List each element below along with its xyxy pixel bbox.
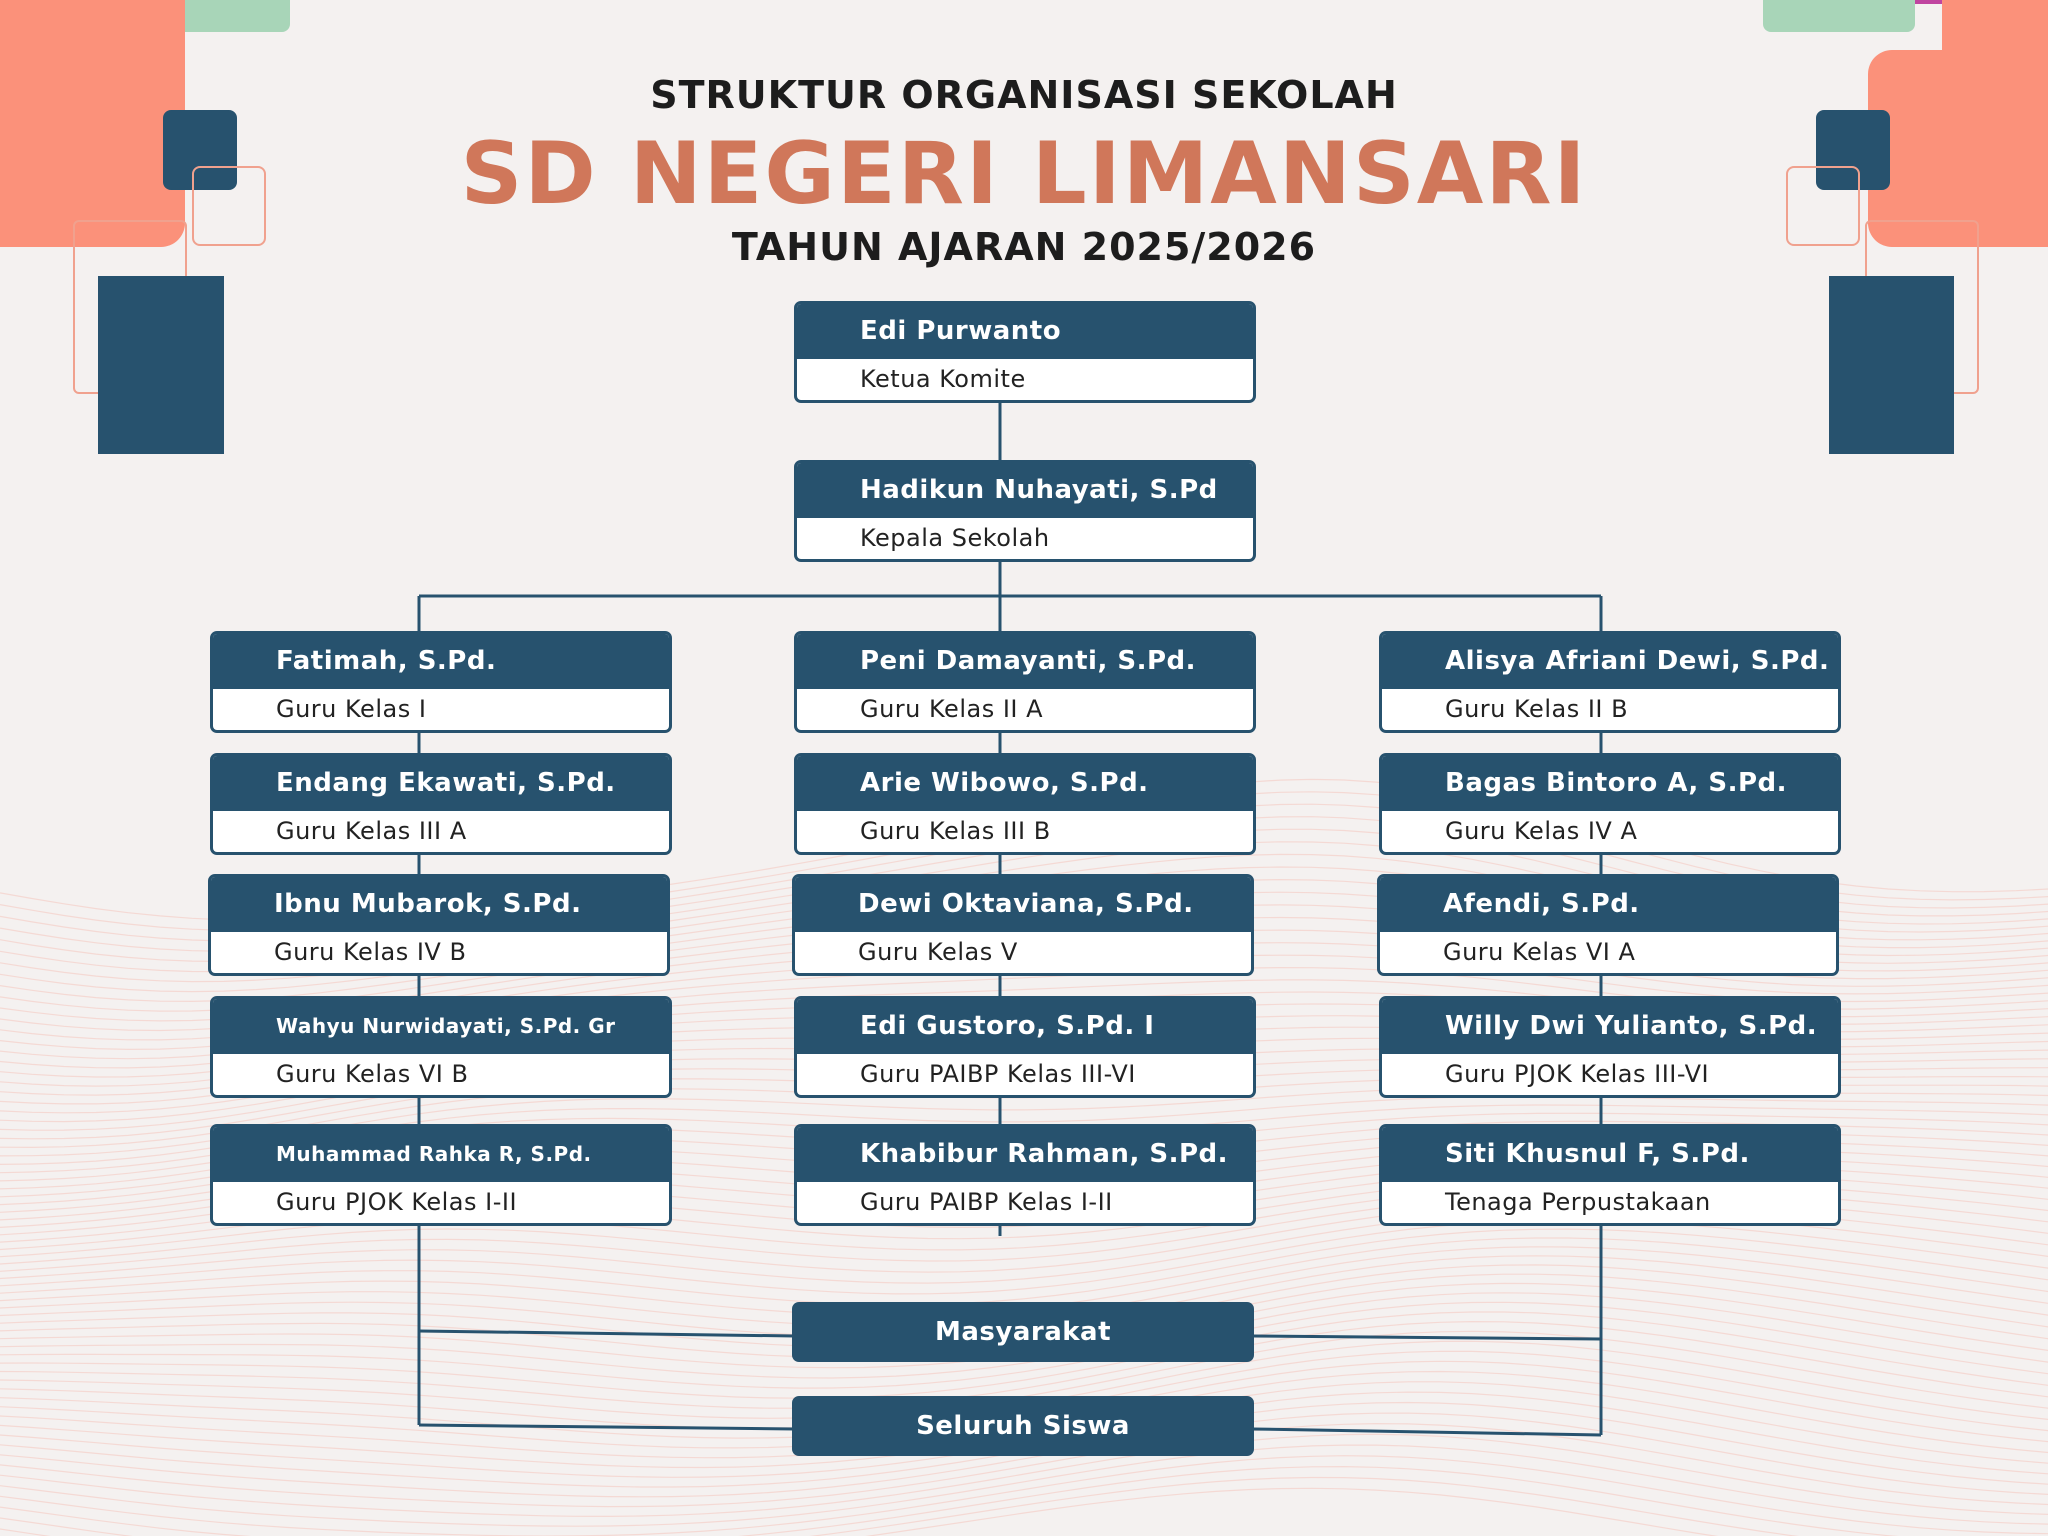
node-teacher xyxy=(792,874,1254,976)
node-teacher xyxy=(210,996,672,1098)
node-teacher xyxy=(210,753,672,855)
node-teacher xyxy=(794,996,1256,1098)
node-role: Guru Kelas II B xyxy=(1445,695,1629,723)
node-teacher xyxy=(210,1124,672,1226)
node-role: Guru Kelas VI A xyxy=(1443,938,1636,966)
node-name: Khabibur Rahman, S.Pd. xyxy=(797,1127,1253,1182)
node-role: Guru Kelas II A xyxy=(860,695,1044,723)
node-name: Dewi Oktaviana, S.Pd. xyxy=(795,877,1251,932)
node-role: Guru PAIBP Kelas III-VI xyxy=(860,1060,1136,1088)
node-staff xyxy=(1379,1124,1841,1226)
node-role: Guru Kelas III B xyxy=(860,817,1051,845)
node-role: Guru PJOK Kelas I-II xyxy=(276,1188,518,1216)
node-role: Guru Kelas IV B xyxy=(274,938,467,966)
node-teacher xyxy=(210,631,672,733)
chart-subtitle: STRUKTUR ORGANISASI SEKOLAH xyxy=(650,73,1398,117)
node-name: Endang Ekawati, S.Pd. xyxy=(213,756,669,811)
node-role: Guru PAIBP Kelas I-II xyxy=(860,1188,1113,1216)
node-name: Edi Purwanto xyxy=(797,304,1253,359)
node-principal xyxy=(794,460,1256,562)
node-teacher xyxy=(794,753,1256,855)
academic-year: TAHUN AJARAN 2025/2026 xyxy=(731,225,1317,269)
node-teacher xyxy=(794,631,1256,733)
node-teacher xyxy=(794,1124,1256,1226)
node-committee xyxy=(794,301,1256,403)
node-teacher xyxy=(1379,996,1841,1098)
node-name: Muhammad Rahka R, S.Pd. xyxy=(213,1127,669,1182)
node-students: Seluruh Siswa xyxy=(792,1396,1254,1456)
node-name: Willy Dwi Yulianto, S.Pd. xyxy=(1382,999,1838,1054)
node-role: Guru Kelas VI B xyxy=(276,1060,469,1088)
school-name-title: SD NEGERI LIMANSARI xyxy=(460,124,1588,224)
node-role: Guru Kelas V xyxy=(858,938,1018,966)
node-name: Wahyu Nurwidayati, S.Pd. Gr xyxy=(213,999,669,1054)
node-name: Peni Damayanti, S.Pd. xyxy=(797,634,1253,689)
node-role: Ketua Komite xyxy=(860,365,1026,393)
node-teacher xyxy=(1377,874,1839,976)
node-role: Guru PJOK Kelas III-VI xyxy=(1445,1060,1710,1088)
node-name: Arie Wibowo, S.Pd. xyxy=(797,756,1253,811)
node-name: Afendi, S.Pd. xyxy=(1380,877,1836,932)
node-role: Tenaga Perpustakaan xyxy=(1445,1188,1711,1216)
node-name: Siti Khusnul F, S.Pd. xyxy=(1382,1127,1838,1182)
node-teacher xyxy=(208,874,670,976)
node-teacher xyxy=(1379,631,1841,733)
node-name: Alisya Afriani Dewi, S.Pd. xyxy=(1382,634,1838,689)
node-role: Kepala Sekolah xyxy=(860,524,1050,552)
node-community: Masyarakat xyxy=(792,1302,1254,1362)
node-role: Guru Kelas I xyxy=(276,695,427,723)
node-name: Edi Gustoro, S.Pd. I xyxy=(797,999,1253,1054)
node-name: Ibnu Mubarok, S.Pd. xyxy=(211,877,667,932)
node-teacher xyxy=(1379,753,1841,855)
node-name: Hadikun Nuhayati, S.Pd xyxy=(797,463,1253,518)
node-name: Bagas Bintoro A, S.Pd. xyxy=(1382,756,1838,811)
node-role: Guru Kelas IV A xyxy=(1445,817,1638,845)
node-name: Fatimah, S.Pd. xyxy=(213,634,669,689)
node-role: Guru Kelas III A xyxy=(276,817,467,845)
